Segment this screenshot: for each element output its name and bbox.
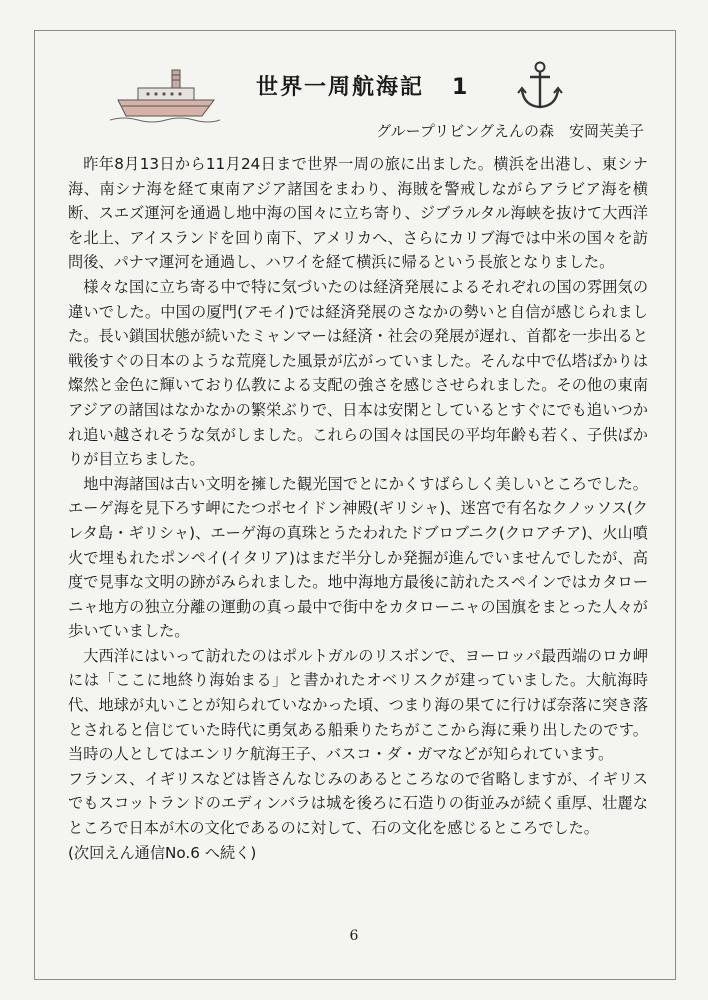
paragraph-mediterranean: 地中海諸国は古い文明を擁した観光国でとにかくすばらしく美しいところでした。エーゲ海を見下ろす岬にたつポセイドン神殿(ギリシャ)、迷宮で有名なクノッソス(クレタ島・ギリシャ)、エーゲ海の真珠とうたわれたドブロブニク(クロアチア)、火山噴火で埋もれたポンペイ(イタリア)はまだ半分しか発掘が進んでいませんでしたが、高度で見事な文明の跡がみられました。地中海地方最後に訪れたスペインではカタローニャ地方の独立分離の運動の真っ最中で街中をカタローニャの国旗をまとった人々が歩いていました。 [68, 474, 648, 641]
anchor-icon [516, 60, 564, 112]
paragraph-asia: 様々な国に立ち寄る中で特に気づいたのは経済発展によるそれぞれの国の雰囲気の違いでした。中国の厦門(アモイ)では経済発展のさなかの勢いと自信が感じられました。長い鎖国状態が続いたミャンマーは経済・社会の発展が遅れ、首都を一歩出ると戦後すぐの日本のような荒廃した風景が広がっていました。そんな中で仏塔ばかりは燦然と金色に輝いており仏教による支配の強さを感じさせられました。その他の東南アジアの諸国はなかなかの繁栄ぶりで、日本は安閑としているとすぐにでも追いつかれ追い越されそうな気がしました。これらの国々は国民の平均年齢も若く、子供ばかりが目立ちました。 [68, 277, 648, 469]
page-number: 6 [349, 928, 359, 944]
ship-icon [110, 66, 220, 126]
author-byline: グループリビングえんの森 安岡芙美子 [376, 122, 644, 140]
paragraph-atlantic: 大西洋にはいって訪れたのはポルトガルのリスボンで、ヨーロッパ最西端のロカ岬には「ここに地終り海始まる」と書かれたオベリスクが建っていました。大航海時代、地球が丸いことが知られていなかった頃、つまり海の果てに行けば奈落に突き落とされると信じていた時代に勇気ある船乗りたちがここから海に乗り出したのです。当時の人としてはエンリケ航海王子、バスコ・ダ・ガマなどが知られています。 [68, 646, 648, 764]
paragraph-intro: 昨年8月13日から11月24日まで世界一周の旅に出ました。横浜を出港し、東シナ海、南シナ海を経て東南アジア諸国をまわり、海賊を警戒しながらアラビア海を横断、スエズ運河を通過し地中海の国々に立ち寄り、ジブラルタル海峡を抜けて大西洋を北上、アイスランドを回り南下、アメリカへ、さらにカリブ海では中米の国々を訪問後、パナマ運河を通過し、ハワイを経て横浜に帰るという長旅となりました。 [68, 155, 648, 272]
title-text: 世界一周航海記 [256, 75, 425, 100]
article-body [68, 152, 648, 865]
paragraph-europe: フランス、イギリスなどは皆さんなじみのあるところなので省略しますが、イギリスでもスコットランドのエディンバラは城を後ろに石造りの街並みが続く重厚、壮麗なところで日本が木の文化であるのに対して、石の文化を感じるところでした。 [68, 769, 648, 838]
page-title [256, 70, 469, 101]
issue-number: 1 [452, 75, 470, 100]
continued-note: (次回えん通信No.6 へ続く) [68, 843, 257, 862]
